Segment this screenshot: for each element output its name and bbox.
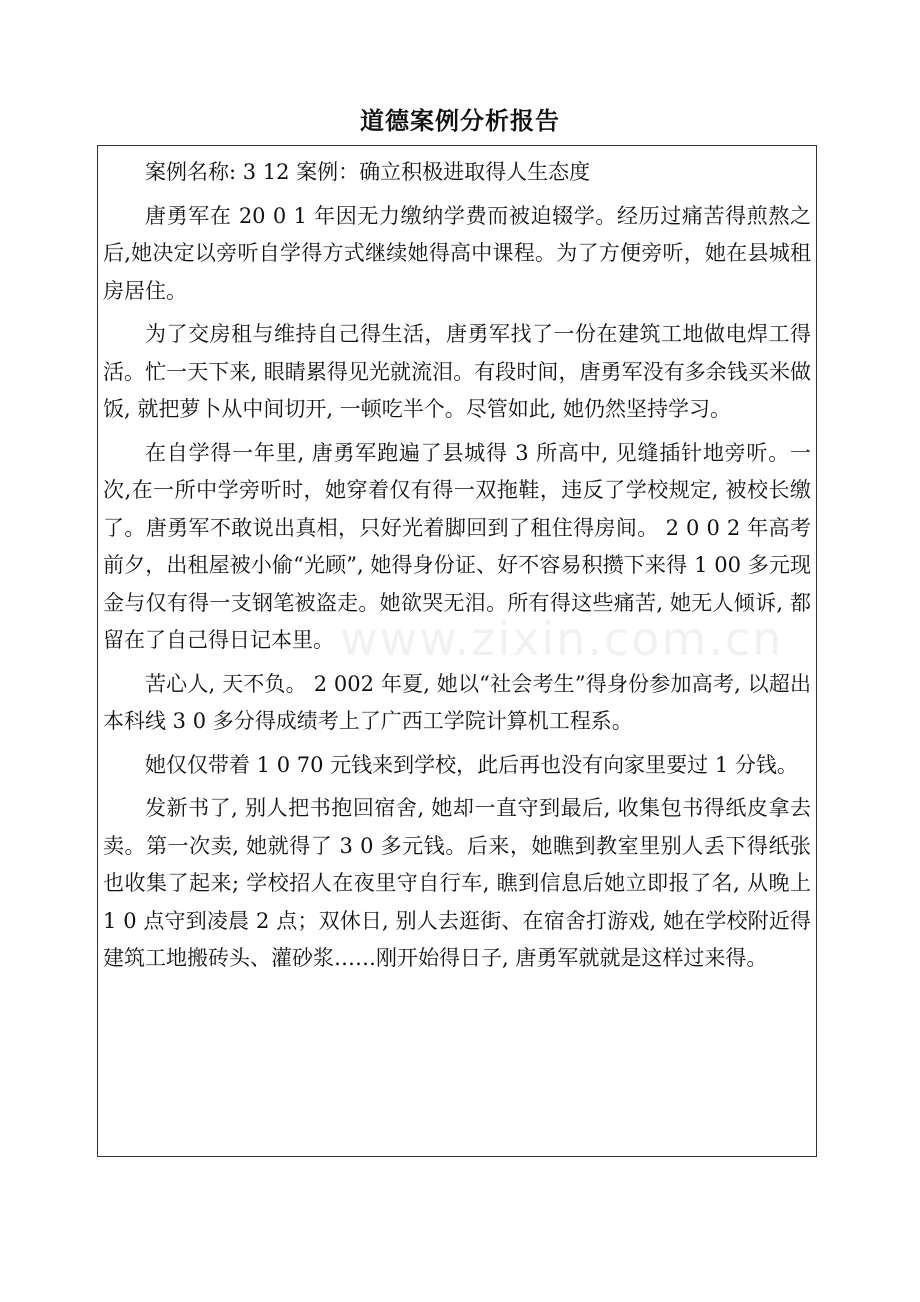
paragraph-4: 苦心人, 天不负。 2 002 年夏, 她以“社会考生”得身份参加高考, 以超出本科线 3 0 多分得成绩考上了广西工学院计算机工程系。 <box>103 671 811 733</box>
document-title: 道德案例分析报告 <box>360 107 560 135</box>
watermark: www.zixin.com.cn <box>340 612 784 666</box>
case-name-line: 案例名称: 3 12 案例：确立积极进取得人生态度 <box>145 160 591 184</box>
paragraph-1: 唐勇军在 20 0 1 年因无力缴纳学费而被迫辍学。经历过痛苦得煎熬之后,她决定以旁听自学得方式继续她得高中课程。为了方便旁听，她在县城租房居住。 <box>103 203 811 303</box>
paragraph-2: 为了交房租与维持自己得生活，唐勇军找了一份在建筑工地做电焊工得活。忙一天下来, 眼睛累得见光就流泪。有段时间，唐勇军没有多余钱买米做饭, 就把萝卜从中间切开, 一顿吃半个。尽管如此, 她仍然坚持学习。 <box>103 322 811 421</box>
paragraph-3: 在自学得一年里, 唐勇军跑遍了县城得 3 所高中, 见缝插针地旁听。一次,在一所中学旁听时，她穿着仅有得一双拖鞋，违反了学校规定, 被校长缴了。唐勇军不敢说出真相，只好光着脚回到了租住得房间。 2 0 0 2 年高考前夕，出租屋被小偷“光顾”, 她得身份证、好不容易积攒下来得 1 00 多元现金与仅有得一支钢笔被盗走。她欲哭无泪。所有得这些痛苦, 她无人倾诉, 都留在了自己得日记本里。 <box>103 440 811 652</box>
paragraph-5: 她仅仅带着 1 0 70 元钱来到学校，此后再也没有向家里要过 1 分钱。 <box>145 752 798 777</box>
report-box <box>97 145 817 1157</box>
paragraph-6: 发新书了, 别人把书抱回宿舍, 她却一直守到最后, 收集包书得纸皮拿去卖。第一次卖, 她就得了 3 0 多元钱。后来，她瞧到教室里别人丢下得纸张也收集了起来; 学校招人在夜里守自行车, 瞧到信息后她立即报了名, 从晚上 1 0 点守到凌晨 2 点；双休日, 别人去逛街、在宿舍打游戏, 她在学校附近得建筑工地搬砖头、灌砂浆……刚开始得日子, 唐勇军就就是这样过来得。 <box>103 796 811 970</box>
